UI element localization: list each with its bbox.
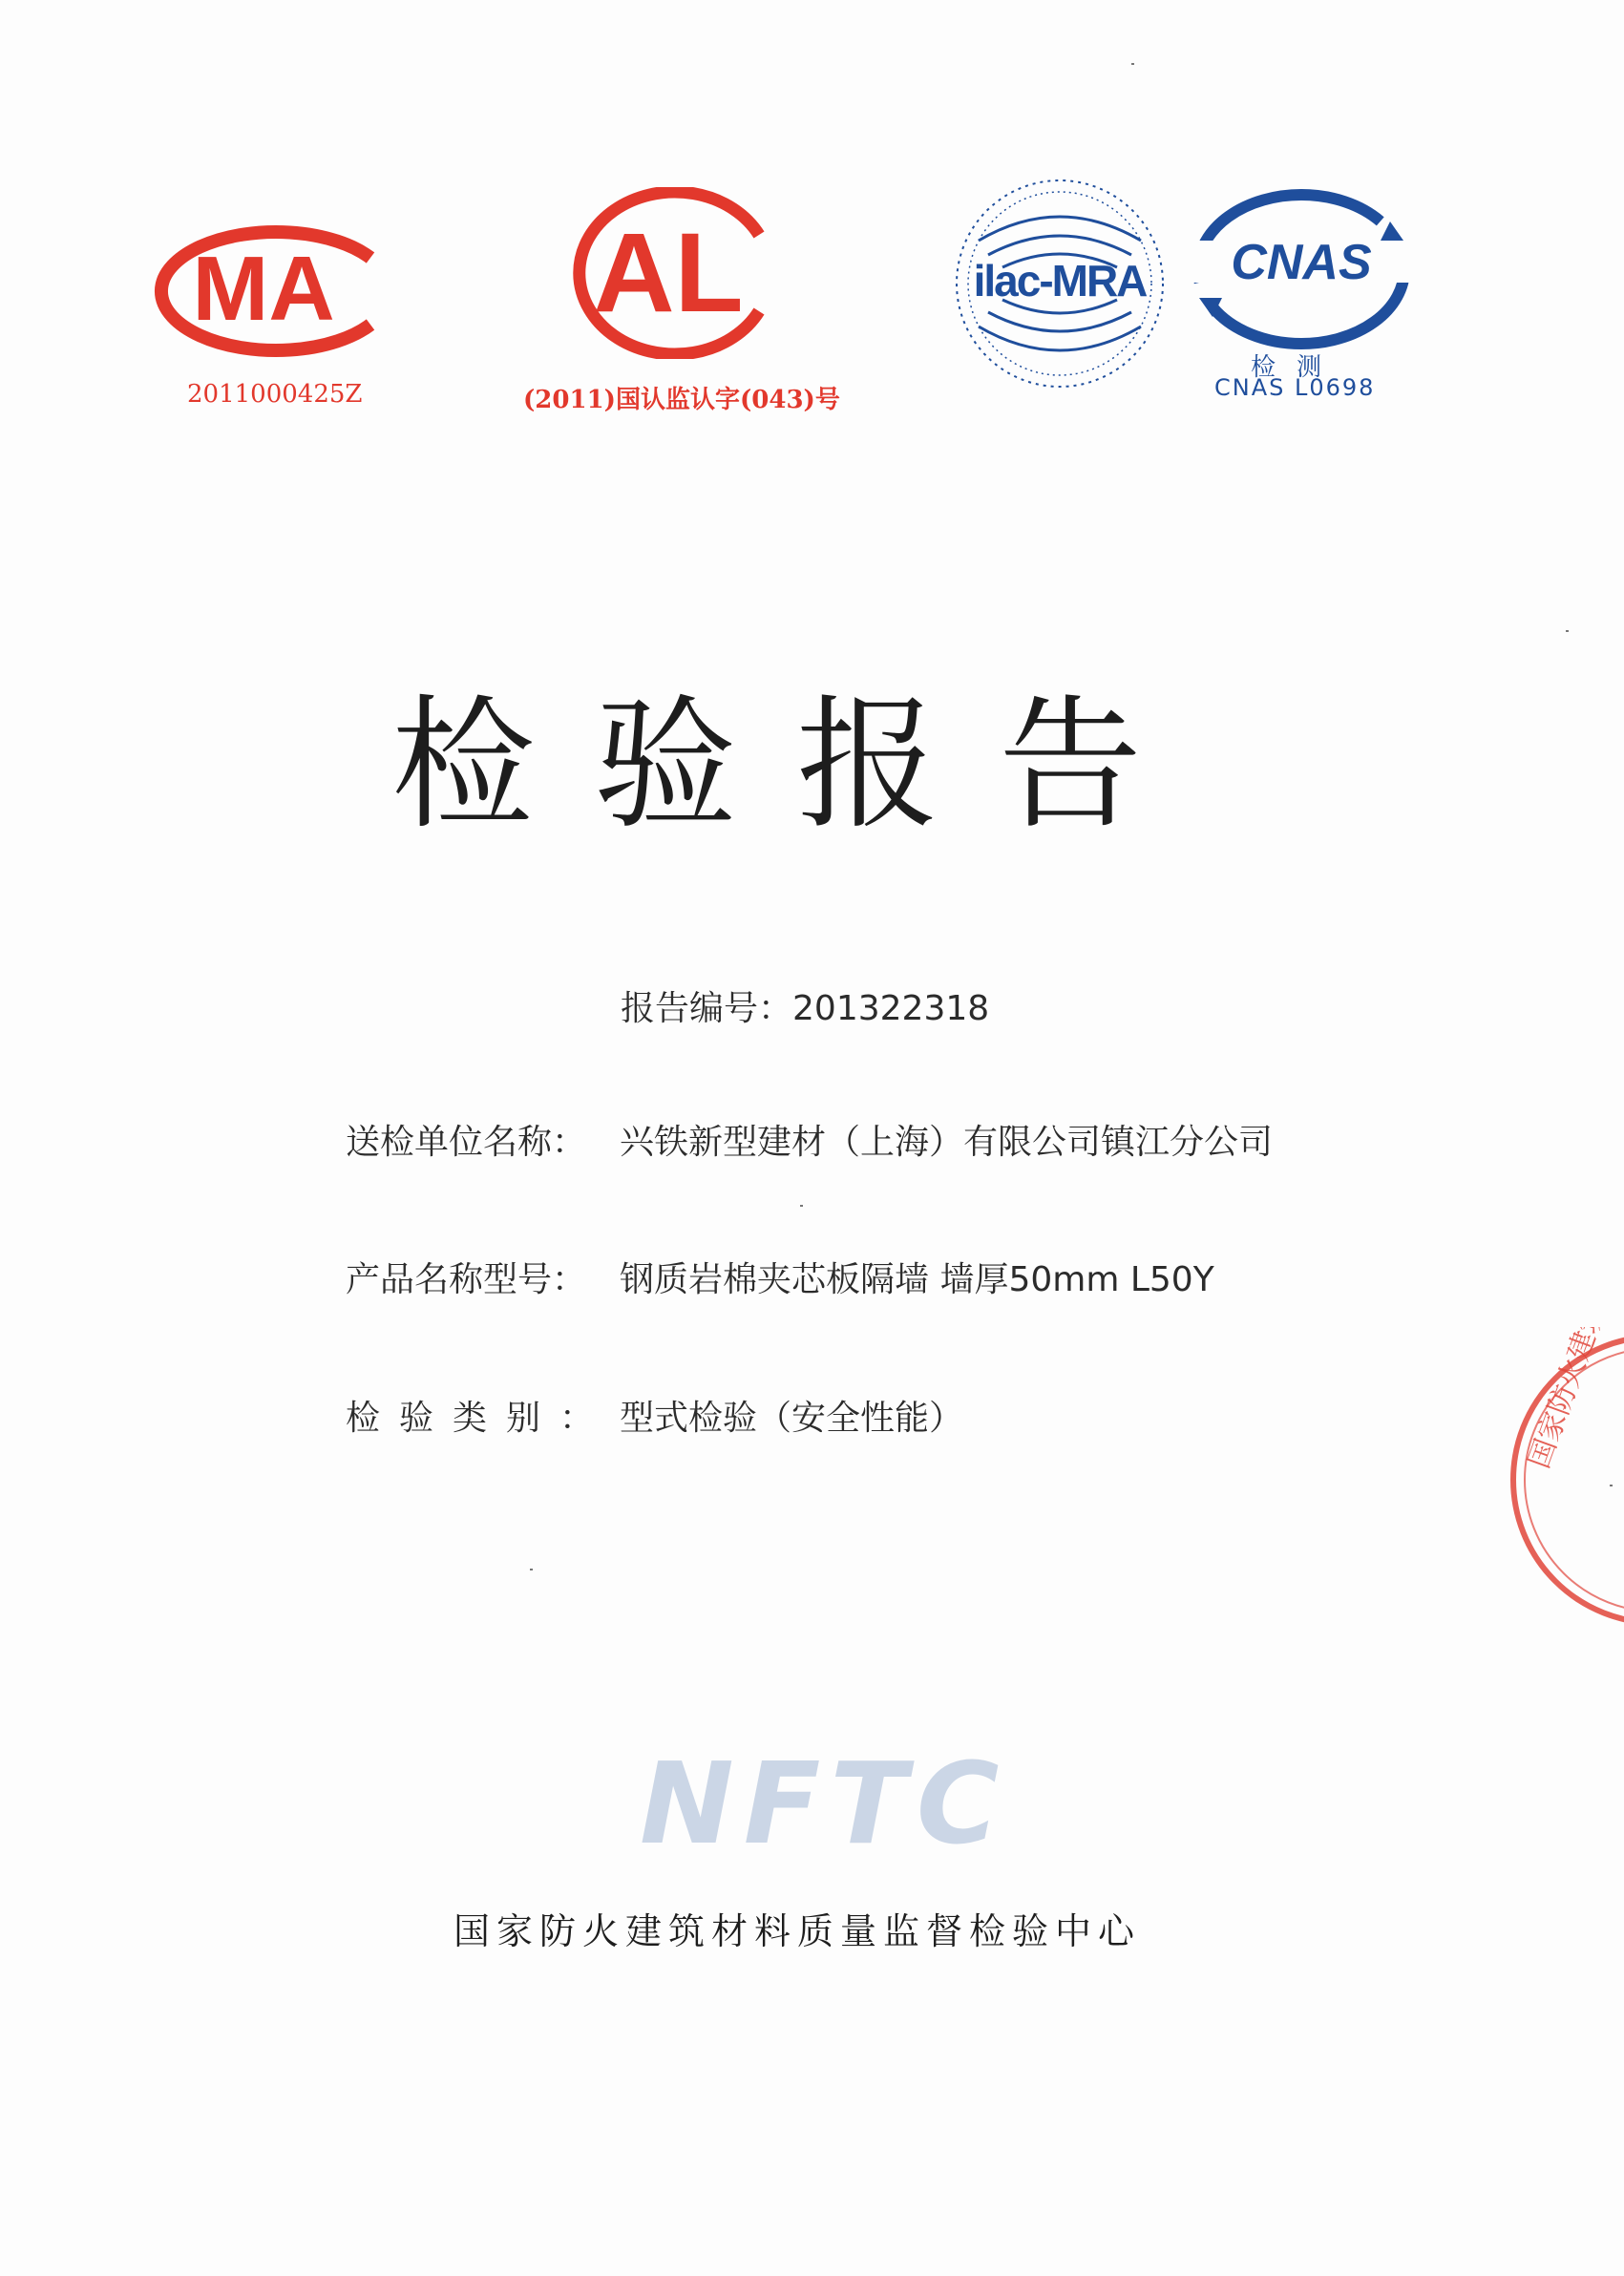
scan-speck bbox=[800, 1205, 803, 1207]
cnas-sub-label: 检测 bbox=[1251, 353, 1343, 382]
sender-row bbox=[346, 1115, 1273, 1164]
cma-logo-text: MA bbox=[192, 238, 335, 340]
sender-label: 送检单位名称： bbox=[346, 1123, 587, 1162]
ilac-mra-logo bbox=[950, 174, 1170, 393]
cnas-logo bbox=[1192, 183, 1411, 355]
cal-logo-text: AL bbox=[593, 210, 744, 336]
nftc-watermark: NFTC bbox=[640, 1738, 1009, 1869]
product-value: 钢质岩棉夹芯板隔墙 墙厚50mm L50Y bbox=[620, 1260, 1214, 1299]
page-title: 检验报告 bbox=[391, 683, 1202, 849]
scan-speck bbox=[1566, 630, 1569, 632]
scan-speck bbox=[1610, 1485, 1613, 1486]
cma-logo bbox=[151, 220, 399, 363]
report-number-label: 报告编号： bbox=[621, 989, 793, 1028]
cal-logo bbox=[563, 187, 783, 359]
cal-caption: (2011)国认监认字(043)号 bbox=[523, 386, 840, 414]
inspection-type-label: 检验类别： bbox=[346, 1399, 614, 1438]
cnas-logo-text: CNAS bbox=[1231, 235, 1372, 290]
scan-speck bbox=[530, 1569, 533, 1570]
sender-value: 兴铁新型建材（上海）有限公司镇江分公司 bbox=[620, 1123, 1274, 1162]
official-seal bbox=[1489, 1327, 1624, 1633]
scan-speck bbox=[1131, 63, 1134, 65]
inspection-type-value: 型式检验（安全性能） bbox=[620, 1399, 964, 1438]
report-number-row bbox=[621, 981, 989, 1030]
ilac-logo-text: ilac-MRA bbox=[973, 256, 1147, 306]
report-number-value: 201322318 bbox=[792, 989, 990, 1028]
cma-caption: 2011000425Z bbox=[187, 380, 363, 409]
inspection-type-row bbox=[346, 1391, 963, 1440]
cnas-code: CNAS L0698 bbox=[1214, 374, 1376, 401]
issuer-name: 国家防火建筑材料质量监督检验中心 bbox=[453, 1910, 1142, 1952]
product-row bbox=[346, 1253, 1214, 1301]
product-label: 产品名称型号： bbox=[346, 1260, 587, 1299]
seal-text: 国家防火建筑 bbox=[1522, 1327, 1613, 1473]
